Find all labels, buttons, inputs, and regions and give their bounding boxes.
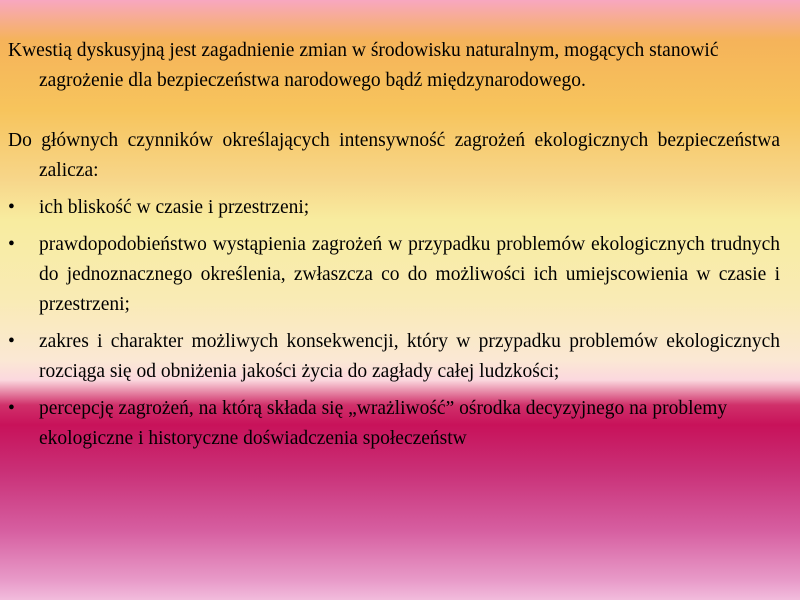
list-item-text: ich bliskość w czasie i przestrzeni;: [39, 197, 310, 218]
slide-content: [8, 36, 780, 454]
paragraph-spacer: [8, 96, 780, 126]
bullet-icon: •: [8, 398, 15, 419]
list-item: [8, 230, 780, 320]
bullet-icon: •: [8, 331, 15, 352]
intro-paragraph: Kwestią dyskusyjną jest zagadnienie zmian w środowisku naturalnym, mogących stanowić zagrożenie dla bezpieczeństwa narodowego bądź międzynarodowego.: [8, 40, 719, 91]
list-item-text: prawdopodobieństwo wystąpienia zagrożeń w przypadku problemów ekologicznych trudnych do jednoznacznego określenia, zwłaszcza co do możliwości ich umiejscowienia w czasie i przestrzeni;: [39, 234, 780, 315]
list-item-text: percepcję zagrożeń, na którą składa się „wrażliwość” ośrodka decyzyjnego na problemy ekologiczne i historyczne doświadczenia społeczeństw: [39, 398, 728, 449]
factors-list: [8, 193, 780, 454]
list-item: [8, 327, 780, 387]
list-item-text: zakres i charakter możliwych konsekwencji, który w przypadku problemów ekologicznych rozciąga się od obniżenia jakości życia do zagłady całej ludzkości;: [39, 331, 780, 382]
bullet-icon: •: [8, 197, 15, 218]
list-item: [8, 193, 780, 223]
factors-lead-paragraph: Do głównych czynników określających intensywność zagrożeń ekologicznych bezpieczeństwa zalicza:: [8, 130, 780, 181]
list-item: [8, 394, 780, 454]
bullet-icon: •: [8, 234, 15, 255]
